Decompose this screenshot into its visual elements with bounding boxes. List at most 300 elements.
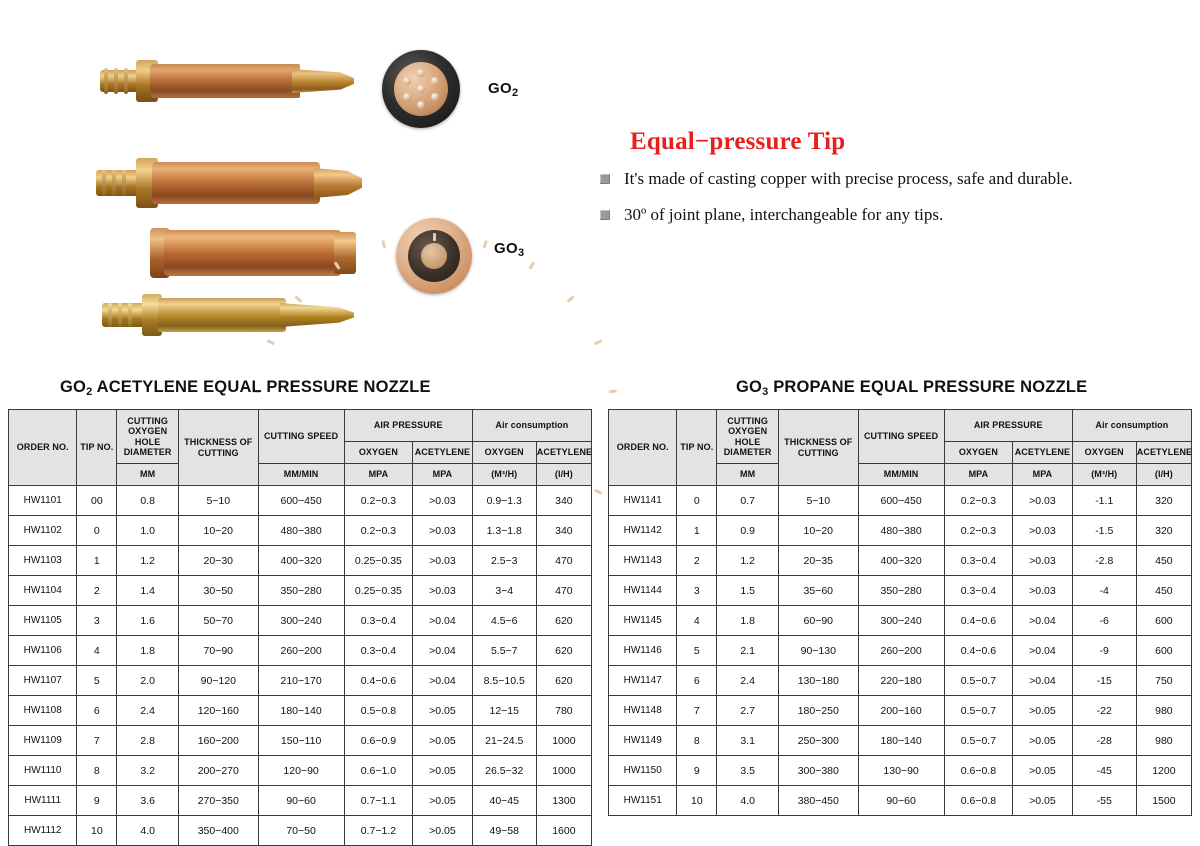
table-cell: 2.0 [117,666,179,696]
table-cell: 2.5−3 [472,546,536,576]
tip-rib [104,68,108,94]
cell-order-no: HW1105 [9,606,77,636]
col-ap-oxygen: OXYGEN [944,442,1012,464]
table-cell: 0.7−1.2 [344,816,412,846]
nozzle-hole [403,93,411,101]
table-cell: 470 [536,546,591,576]
cell-order-no: HW1107 [9,666,77,696]
face-label-text: GO [488,80,512,97]
cell-order-no: HW1143 [609,546,677,576]
table-cell: 49−58 [472,816,536,846]
bullet-square-icon [600,210,610,220]
table-cell: 0.9−1.3 [472,486,536,516]
cell-order-no: HW1145 [609,606,677,636]
table-row [609,786,1192,816]
nozzle-hole [431,77,439,85]
table-cell: 2.4 [717,666,779,696]
nozzle-face-view-go2 [382,50,460,128]
table-title-subscript: 2 [86,386,93,398]
nozzle-tooth [381,240,386,249]
bullet-text: It's made of casting copper with precise process, safe and durable. [624,169,1073,188]
table-cell: 6 [677,666,717,696]
table-cell: 320 [1136,516,1191,546]
col-thickness: THICKNESS OF CUTTING [779,410,859,486]
table-row [9,756,592,786]
nozzle-face-view-go3 [396,218,472,294]
table-cell: 3.5 [717,756,779,786]
table-cell: 0.3−0.4 [344,636,412,666]
table-cell: 12−15 [472,696,536,726]
table-cell: >0.05 [413,696,473,726]
cell-order-no: HW1151 [609,786,677,816]
nozzle-tooth [566,295,574,303]
table-cell: 1.8 [717,606,779,636]
table-cell: 0 [77,516,117,546]
table-cell: 250−300 [779,726,859,756]
cell-order-no: HW1112 [9,816,77,846]
table-cell: -45 [1072,756,1136,786]
bullet-square-icon [600,174,610,184]
table-cell: 450 [1136,576,1191,606]
table-cell: 0.3−0.4 [944,546,1012,576]
table-cell: 2 [77,576,117,606]
table-cell: 270−350 [179,786,259,816]
table-cell: >0.03 [1013,516,1073,546]
col-ap-acetylene: ACETYLENE [1013,442,1073,464]
table-cell: 26.5−32 [472,756,536,786]
page-title: Equal−pressure Tip [630,128,846,155]
col-air-consumption: Air consumption [1072,410,1191,442]
cell-order-no: HW1147 [609,666,677,696]
col-hole-diameter: CUTTING OXYGEN HOLE DIAMETER [117,410,179,464]
nozzle-hole [417,69,425,77]
unit-ap-acetylene: MPA [413,464,473,486]
col-cutting-speed: CUTTING SPEED [858,410,944,464]
table-cell: 3 [677,576,717,606]
table-cell: -4 [1072,576,1136,606]
go2-nozzle-table-section [8,378,592,846]
cell-order-no: HW1149 [609,726,677,756]
table-cell: 0.6−0.8 [944,756,1012,786]
col-order-no: ORDER NO. [609,410,677,486]
go3-spec-table [608,409,1192,816]
table-cell: 5 [77,666,117,696]
table-cell: 10−20 [779,516,859,546]
table-cell: >0.04 [413,666,473,696]
nozzle-hole [403,77,411,85]
face-label-go2 [488,80,518,97]
table-cell: 50−70 [179,606,259,636]
table-cell: 480−380 [258,516,344,546]
table-cell: 620 [536,606,591,636]
table-cell: 5.5−7 [472,636,536,666]
table-cell: 0.4−0.6 [944,606,1012,636]
cell-order-no: HW1142 [609,516,677,546]
nozzle-face-inner [394,62,448,116]
table-cell: 0.6−0.9 [344,726,412,756]
table-cell: 3.1 [717,726,779,756]
nozzle-tooth [593,489,602,495]
table-title-subscript: 3 [762,386,769,398]
table-cell: >0.05 [1013,696,1073,726]
table-cell: 0.3−0.4 [344,606,412,636]
table-cell: 35−60 [779,576,859,606]
cell-order-no: HW1148 [609,696,677,726]
unit-hole-diameter: MM [117,464,179,486]
table-cell: 260−200 [258,636,344,666]
table-cell: >0.05 [413,756,473,786]
table-cell: >0.05 [1013,786,1073,816]
unit-ac-oxygen: (M³/H) [1072,464,1136,486]
table-cell: 10−20 [179,516,259,546]
table-cell: 1.8 [117,636,179,666]
nozzle-tooth [266,339,275,345]
col-ac-oxygen: OXYGEN [1072,442,1136,464]
table-cell: -15 [1072,666,1136,696]
table-cell: 7 [677,696,717,726]
table-cell: 4.0 [717,786,779,816]
nozzle-hole-center [417,85,425,93]
table-title-prefix: GO [736,378,763,396]
cutting-tip-photo-1 [92,58,354,106]
table-cell: 0.8 [117,486,179,516]
cell-order-no: HW1146 [609,636,677,666]
table-cell: >0.03 [413,486,473,516]
table-cell: 0.25−0.35 [344,546,412,576]
table-cell: 220−180 [858,666,944,696]
table-title-prefix: GO [60,378,87,396]
table-cell: 1.3−1.8 [472,516,536,546]
table-cell: 5 [677,636,717,666]
table-cell: 3 [77,606,117,636]
table-row [609,696,1192,726]
table-row [9,696,592,726]
table-cell: 130−90 [858,756,944,786]
table-cell: -22 [1072,696,1136,726]
tip-body [150,64,300,98]
table-cell: 1600 [536,816,591,846]
table-row [9,816,592,846]
unit-ap-oxygen: MPA [944,464,1012,486]
unit-ac-oxygen: (M³/H) [472,464,536,486]
cell-order-no: HW1102 [9,516,77,546]
tip-rib [114,68,118,94]
face-label-text: GO [494,240,518,257]
table-cell: 210−170 [258,666,344,696]
face-label-subscript: 2 [511,87,519,99]
table-cell: 0.5−0.7 [944,696,1012,726]
table-cell: 600 [1136,636,1191,666]
table-cell: 4 [677,606,717,636]
table-cell: 40−45 [472,786,536,816]
table-cell: 10 [77,816,117,846]
table-cell: 1.6 [117,606,179,636]
table-cell: 380−450 [779,786,859,816]
table-cell: 2.4 [117,696,179,726]
table-cell: 340 [536,486,591,516]
table-header [9,410,592,486]
cell-order-no: HW1110 [9,756,77,786]
cutting-tip-photo-3 [148,228,358,280]
table-row [609,666,1192,696]
table-cell: 5−10 [779,486,859,516]
table-cell: 1.0 [117,516,179,546]
table-cell: 1500 [1136,786,1191,816]
table-cell: 2.8 [117,726,179,756]
table-cell: >0.05 [413,786,473,816]
table-cell: 4.0 [117,816,179,846]
table-cell: 0.9 [717,516,779,546]
col-ap-oxygen: OXYGEN [344,442,412,464]
cell-order-no: HW1108 [9,696,77,726]
table-cell: 90−120 [179,666,259,696]
table-cell: >0.05 [413,726,473,756]
table-cell: 300−240 [258,606,344,636]
table-body [9,486,592,846]
table-cell: 350−280 [858,576,944,606]
table-cell: 120−90 [258,756,344,786]
cell-order-no: HW1150 [609,756,677,786]
table-cell: 00 [77,486,117,516]
table-row [609,636,1192,666]
table-cell: 130−180 [779,666,859,696]
go3-table-title [608,378,1192,397]
col-ap-acetylene: ACETYLENE [413,442,473,464]
tip-rib [118,303,122,327]
table-cell: -6 [1072,606,1136,636]
nozzle-tooth [433,233,436,241]
table-cell: 180−250 [779,696,859,726]
header-row-1 [9,410,592,442]
table-cell: 0.5−0.8 [344,696,412,726]
table-cell: 21−24.5 [472,726,536,756]
table-header [609,410,1192,486]
unit-ap-oxygen: MPA [344,464,412,486]
table-cell: 9 [77,786,117,816]
col-order-no: ORDER NO. [9,410,77,486]
table-cell: 0.7 [717,486,779,516]
table-cell: 8 [77,756,117,786]
table-cell: 70−90 [179,636,259,666]
cell-order-no: HW1141 [609,486,677,516]
table-cell: 0.5−0.7 [944,726,1012,756]
col-ac-acetylene: ACETYLENE [1136,442,1191,464]
table-cell: 400−320 [858,546,944,576]
table-cell: 1.2 [117,546,179,576]
table-cell: 300−240 [858,606,944,636]
table-cell: 90−130 [779,636,859,666]
table-cell: 3−4 [472,576,536,606]
nozzle-hole [417,101,425,109]
table-cell: 2.1 [717,636,779,666]
table-cell: 120−160 [179,696,259,726]
tip-body [164,230,342,276]
table-cell: 600−450 [858,486,944,516]
unit-hole-diameter: MM [717,464,779,486]
face-label-subscript: 3 [517,247,525,259]
list-item [600,168,1180,189]
table-cell: 2.7 [717,696,779,726]
table-row [609,516,1192,546]
table-cell: 7 [77,726,117,756]
table-cell: 620 [536,636,591,666]
table-cell: 340 [536,516,591,546]
cell-order-no: HW1104 [9,576,77,606]
cell-order-no: HW1111 [9,786,77,816]
unit-ap-acetylene: MPA [1013,464,1073,486]
nozzle-tooth [482,240,487,249]
table-cell: 60−90 [779,606,859,636]
table-cell: 10 [677,786,717,816]
tip-rib [122,170,126,196]
col-air-pressure: AIR PRESSURE [944,410,1072,442]
table-cell: 0.5−0.7 [944,666,1012,696]
table-cell: 0.2−0.3 [344,516,412,546]
col-hole-diameter: CUTTING OXYGEN HOLE DIAMETER [717,410,779,464]
cell-order-no: HW1106 [9,636,77,666]
col-thickness: THICKNESS OF CUTTING [179,410,259,486]
nozzle-face-center [421,243,447,269]
nozzle-hole [431,93,439,101]
table-cell: 0.2−0.3 [944,486,1012,516]
table-cell: >0.03 [1013,486,1073,516]
table-row [609,606,1192,636]
table-row [609,576,1192,606]
table-body [609,486,1192,816]
table-cell: 20−35 [779,546,859,576]
table-cell: 600−450 [258,486,344,516]
table-row [9,636,592,666]
col-tip-no: TIP NO. [677,410,717,486]
table-cell: -9 [1072,636,1136,666]
table-cell: -55 [1072,786,1136,816]
table-cell: 20−30 [179,546,259,576]
table-cell: >0.05 [1013,756,1073,786]
table-row [9,666,592,696]
cell-order-no: HW1103 [9,546,77,576]
table-cell: >0.03 [413,516,473,546]
table-cell: 0.25−0.35 [344,576,412,606]
table-cell: -28 [1072,726,1136,756]
table-cell: >0.04 [1013,636,1073,666]
tip-body [152,162,320,204]
cell-order-no: HW1101 [9,486,77,516]
table-cell: 9 [677,756,717,786]
table-row [9,486,592,516]
table-cell: 450 [1136,546,1191,576]
go2-spec-table [8,409,592,846]
nozzle-tooth [528,261,535,269]
table-cell: 0.3−0.4 [944,576,1012,606]
table-cell: 320 [1136,486,1191,516]
list-item [600,204,1180,225]
tip-rib [124,68,128,94]
table-cell: 400−320 [258,546,344,576]
table-cell: 1.5 [717,576,779,606]
tip-rib [102,170,106,196]
table-cell: 750 [1136,666,1191,696]
table-cell: 350−400 [179,816,259,846]
table-cell: 6 [77,696,117,726]
table-cell: 1.2 [717,546,779,576]
table-cell: 8 [677,726,717,756]
face-label-go3 [494,240,524,257]
tip-body [158,298,286,332]
table-cell: 1 [77,546,117,576]
table-cell: 980 [1136,726,1191,756]
table-cell: 620 [536,666,591,696]
table-cell: 780 [536,696,591,726]
table-cell: 180−140 [258,696,344,726]
table-cell: >0.05 [413,816,473,846]
table-cell: 1000 [536,726,591,756]
col-air-consumption: Air consumption [472,410,591,442]
table-cell: >0.04 [1013,666,1073,696]
col-ac-acetylene: ACETYLENE [536,442,591,464]
header-row-1 [609,410,1192,442]
table-cell: 480−380 [858,516,944,546]
table-row [9,786,592,816]
col-tip-no: TIP NO. [77,410,117,486]
table-cell: 90−60 [258,786,344,816]
table-cell: 5−10 [179,486,259,516]
table-cell: 30−50 [179,576,259,606]
table-cell: >0.03 [1013,576,1073,606]
col-air-pressure: AIR PRESSURE [344,410,472,442]
table-cell: >0.05 [1013,726,1073,756]
table-row [609,756,1192,786]
cutting-tip-photo-4 [96,292,356,338]
table-cell: 260−200 [858,636,944,666]
table-title-rest: PROPANE EQUAL PRESSURE NOZZLE [768,378,1088,396]
product-photos [0,0,600,370]
table-row [9,606,592,636]
table-cell: 470 [536,576,591,606]
table-cell: 3.6 [117,786,179,816]
col-cutting-speed: CUTTING SPEED [258,410,344,464]
table-row [9,516,592,546]
go3-nozzle-table-section [608,378,1192,816]
table-row [9,576,592,606]
tip-nose [280,303,354,327]
table-cell: 160−200 [179,726,259,756]
tip-rib [128,303,132,327]
table-cell: 1.4 [117,576,179,606]
unit-cutting-speed: MM/MIN [858,464,944,486]
table-cell: 180−140 [858,726,944,756]
table-cell: 200−270 [179,756,259,786]
table-row [609,546,1192,576]
table-cell: 200−160 [858,696,944,726]
table-row [9,546,592,576]
table-cell: 0 [677,486,717,516]
table-cell: 2 [677,546,717,576]
tip-rib [108,303,112,327]
table-cell: >0.04 [413,606,473,636]
nozzle-tooth [593,339,602,345]
table-row [609,486,1192,516]
table-cell: 0.7−1.1 [344,786,412,816]
bullet-text: 30º of joint plane, interchangeable for any tips. [624,205,944,225]
col-ac-oxygen: OXYGEN [472,442,536,464]
table-cell: 980 [1136,696,1191,726]
table-cell: 4.5−6 [472,606,536,636]
tip-nose [292,69,354,93]
cell-order-no: HW1109 [9,726,77,756]
table-cell: 3.2 [117,756,179,786]
table-cell: 600 [1136,606,1191,636]
table-cell: -1.5 [1072,516,1136,546]
